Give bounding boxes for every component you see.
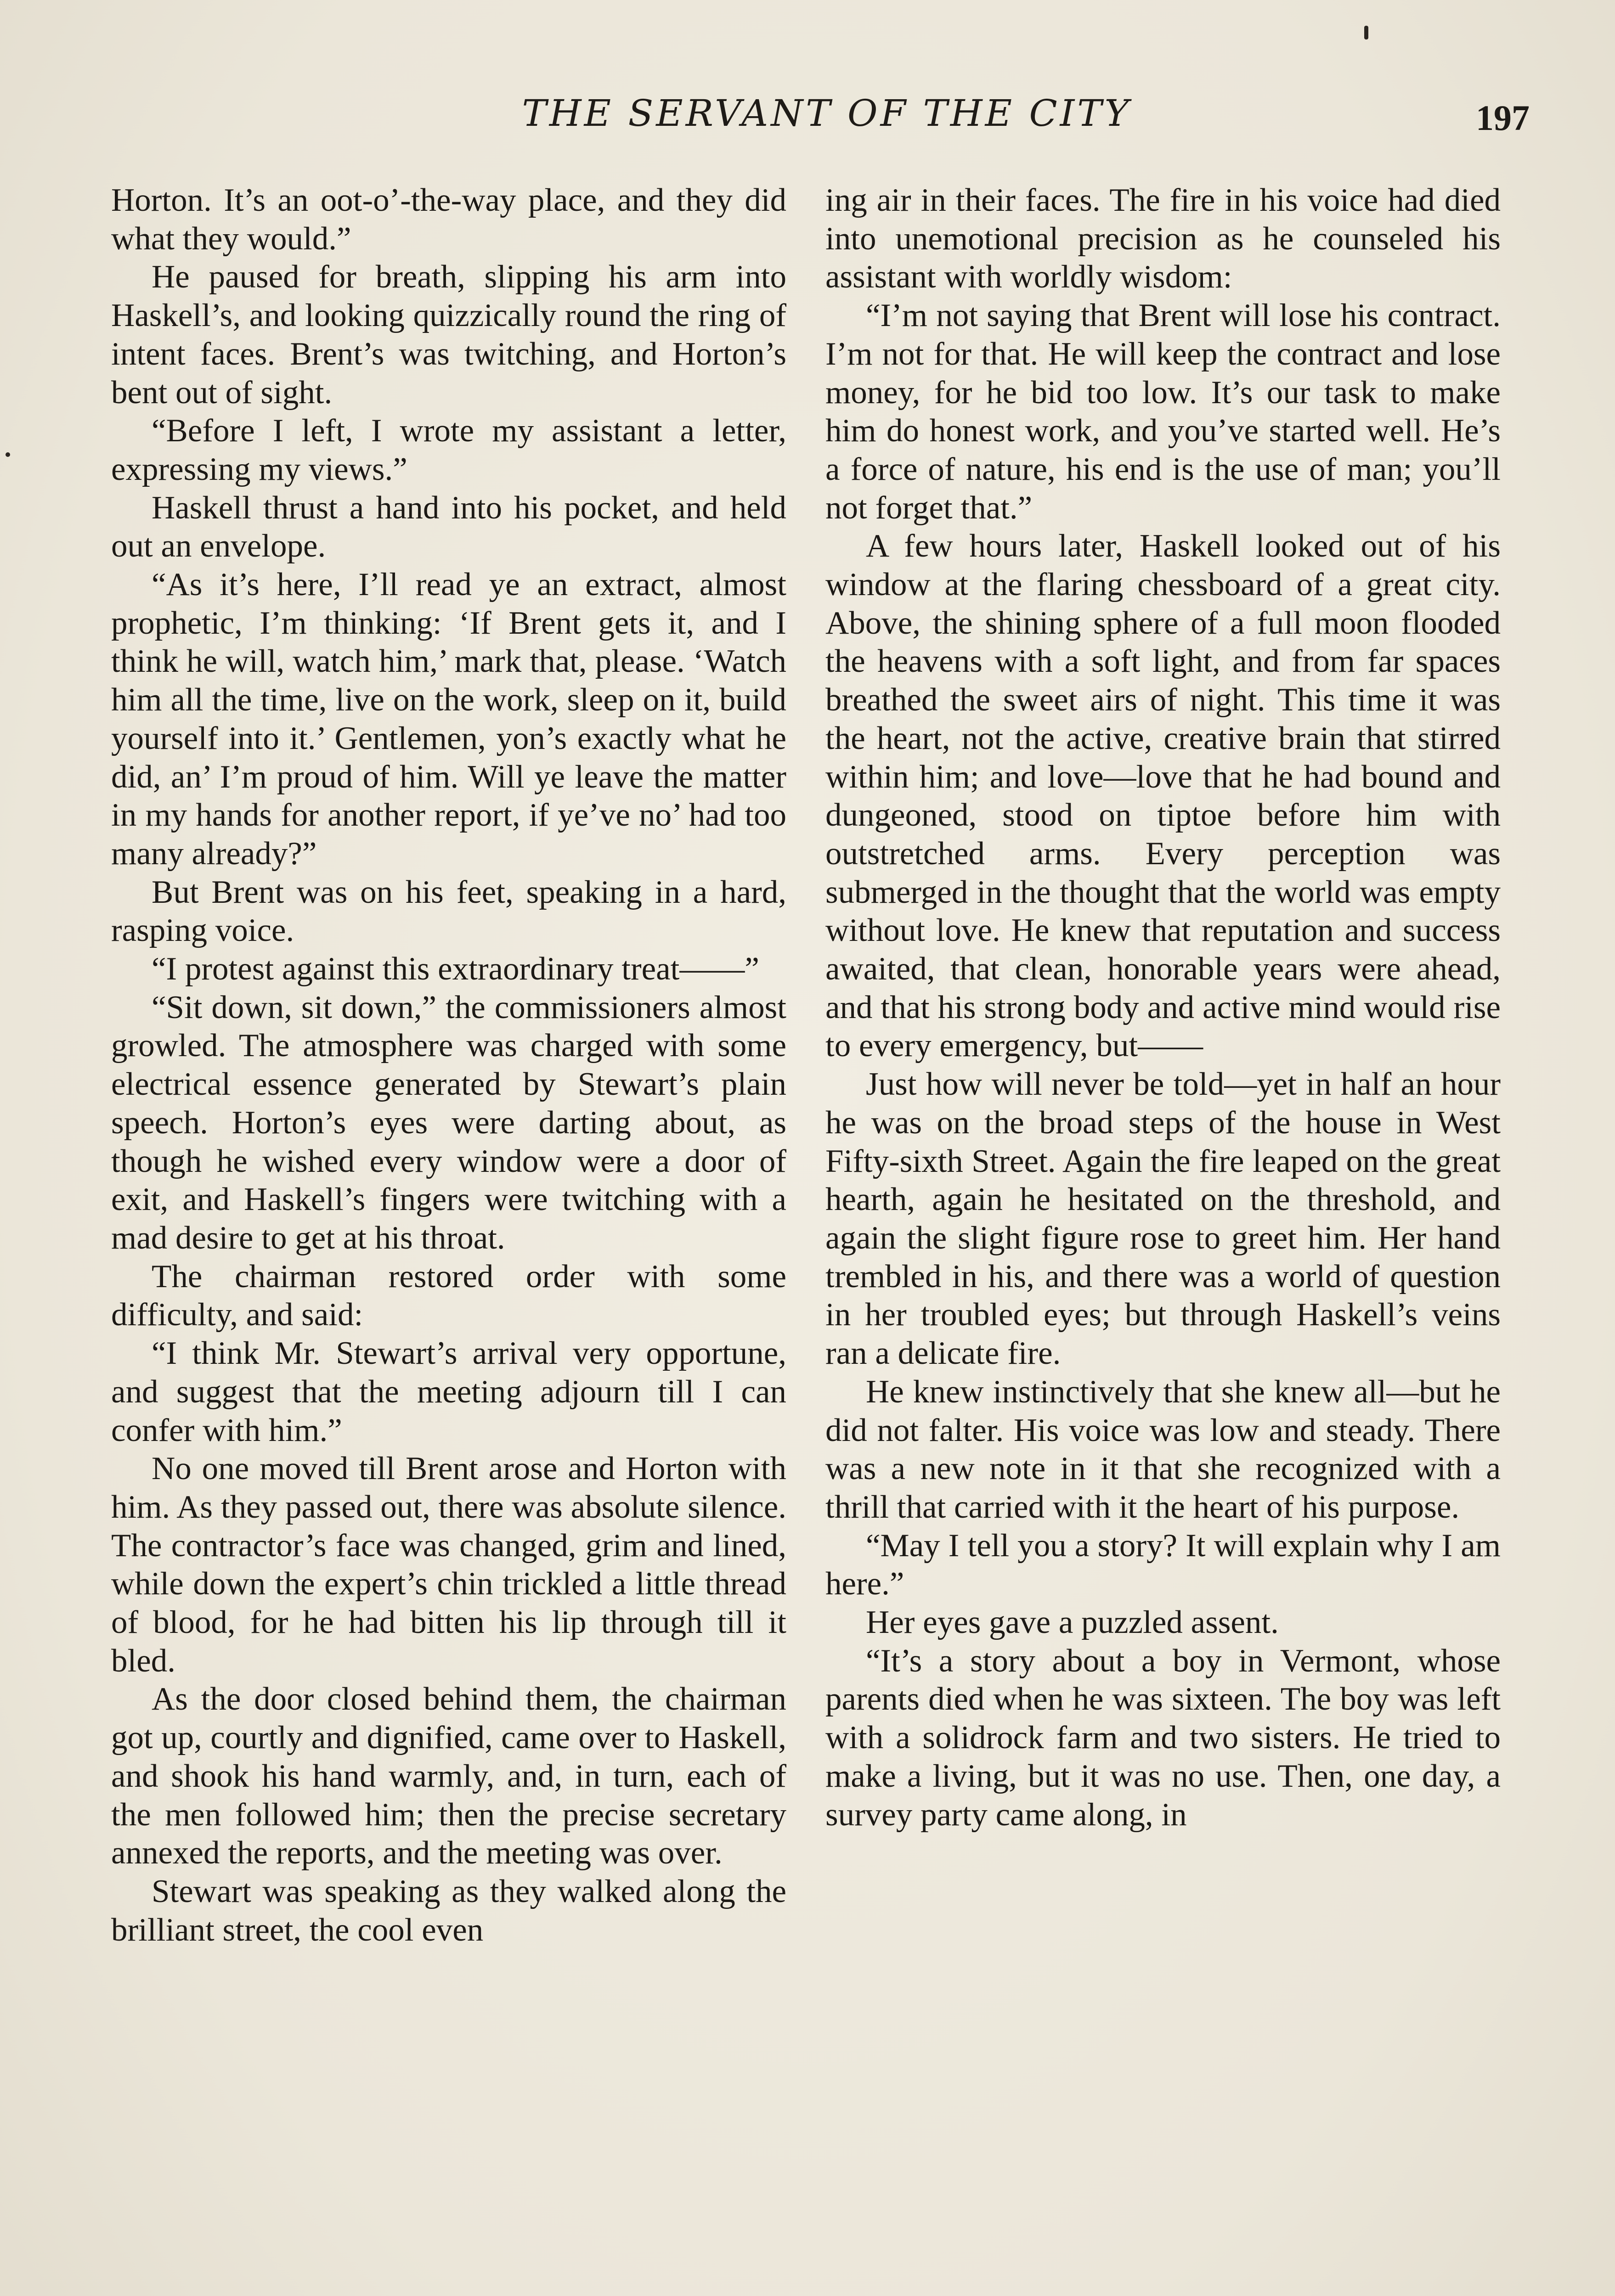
paragraph: ing air in their faces. The fire in his voice had died into unemotional precision as he counseled his assistant with worldly wisdom: <box>825 182 1501 295</box>
right-text-column <box>825 181 1501 1834</box>
paragraph: “Sit down, sit down,” the commissioners almost growled. The atmosphere was charged with some electrical essence generated by Stewart’s plain speech. Horton’s eyes were darting about, as though he wished every window were a door of exit, and Haskell’s fingers were twitching with a mad desire to get at his throat. <box>111 989 786 1256</box>
paragraph: Her eyes gave a puzzled assent. <box>866 1604 1279 1641</box>
paragraph: “I think Mr. Stewart’s arrival very opportune, and suggest that the meeting adjourn till I can confer with him.” <box>111 1335 786 1448</box>
page-number: 197 <box>1476 98 1530 138</box>
paragraph: Haskell thrust a hand into his pocket, and held out an envelope. <box>111 490 786 564</box>
paragraph: He knew instinctively that she knew all—but he did not falter. His voice was low and steady. There was a new note in it that she recognized with a thrill that carried with it the heart of his purpose. <box>825 1373 1501 1525</box>
paragraph: “May I tell you a story? It will explain why I am here.” <box>825 1527 1501 1602</box>
paragraph: He paused for breath, slipping his arm into Haskell’s, and looking quizzically round the ring of intent faces. Brent’s was twitching, and Horton’s bent out of sight. <box>111 259 786 411</box>
paragraph: “Before I left, I wrote my assistant a letter, expressing my views.” <box>111 413 786 487</box>
paper-speck <box>1364 26 1368 39</box>
left-text-column <box>111 181 786 1949</box>
paragraph: But Brent was on his feet, speaking in a hard, rasping voice. <box>111 874 786 949</box>
paragraph: “I protest against this extraordinary treat——” <box>152 951 759 987</box>
paragraph: “I’m not saying that Brent will lose his contract. I’m not for that. He will keep the contract and lose money, for he bid too low. It’s our task to make him do honest work, and you’ve started well. He’s a force of nature, his end is the use of man; you’ll not forget that.” <box>825 298 1501 526</box>
paragraph: Horton. It’s an oot-o’-the-way place, and they did what they would.” <box>111 182 786 257</box>
paragraph: Just how will never be told—yet in half an hour he was on the broad steps of the house in West Fifty-sixth Street. Again the fire leaped on the great hearth, again he hesitated on the threshold, and again the slight figure rose to greet him. Her hand trembled in his, and there was a world of question in her troubled eyes; but through Haskell’s veins ran a delicate fire. <box>825 1066 1501 1372</box>
paragraph: As the door closed behind them, the chairman got up, courtly and dignified, came over to Haskell, and shook his hand warmly, and, in turn, each of the men followed him; then the precise secretary annexed the reports, and the meeting was over. <box>111 1681 786 1871</box>
paragraph: The chairman restored order with some difficulty, and said: <box>111 1258 786 1333</box>
paragraph: A few hours later, Haskell looked out of his window at the flaring chessboard of a great city. Above, the shining sphere of a full moon flooded the heavens with a soft light, and from far spaces breathed the sweet airs of night. This time it was the heart, not the active, creative brain that stirred within him; and love—love that he had bound and dungeoned, stood on tiptoe before him with outstretched arms. Every perception was submerged in the thought that the world was empty without love. He knew that reputation and success awaited, that clean, honorable years were ahead, and that his strong body and active mind would rise to every emergency, but—— <box>825 528 1501 1064</box>
running-title: THE SERVANT OF THE CITY <box>522 92 1132 135</box>
paragraph: “As it’s here, I’ll read ye an extract, almost prophetic, I’m thinking: ‘If Brent gets it, and I think he will, watch him,’ mark that, please. ‘Watch him all the time, live on the work, sleep on it, build yourself into it.’ Gentlemen, yon’s exactly what he did, an’ I’m proud of him. Will ye leave the matter in my hands for another report, if ye’ve no’ had too many already?” <box>111 567 786 872</box>
paragraph: Stewart was speaking as they walked along the brilliant street, the cool even <box>111 1873 786 1948</box>
paragraph: “It’s a story about a boy in Vermont, whose parents died when he was sixteen. The boy was left with a solidrock farm and two sisters. He tried to make a living, but it was no use. Then, one day, a survey party came along, in <box>825 1643 1501 1833</box>
paper-speck <box>6 452 10 457</box>
paragraph: No one moved till Brent arose and Horton with him. As they passed out, there was absolute silence. The contractor’s face was changed, grim and lined, while down the expert’s chin trickled a little thread of blood, for he had bitten his lip through till it bled. <box>111 1451 786 1679</box>
